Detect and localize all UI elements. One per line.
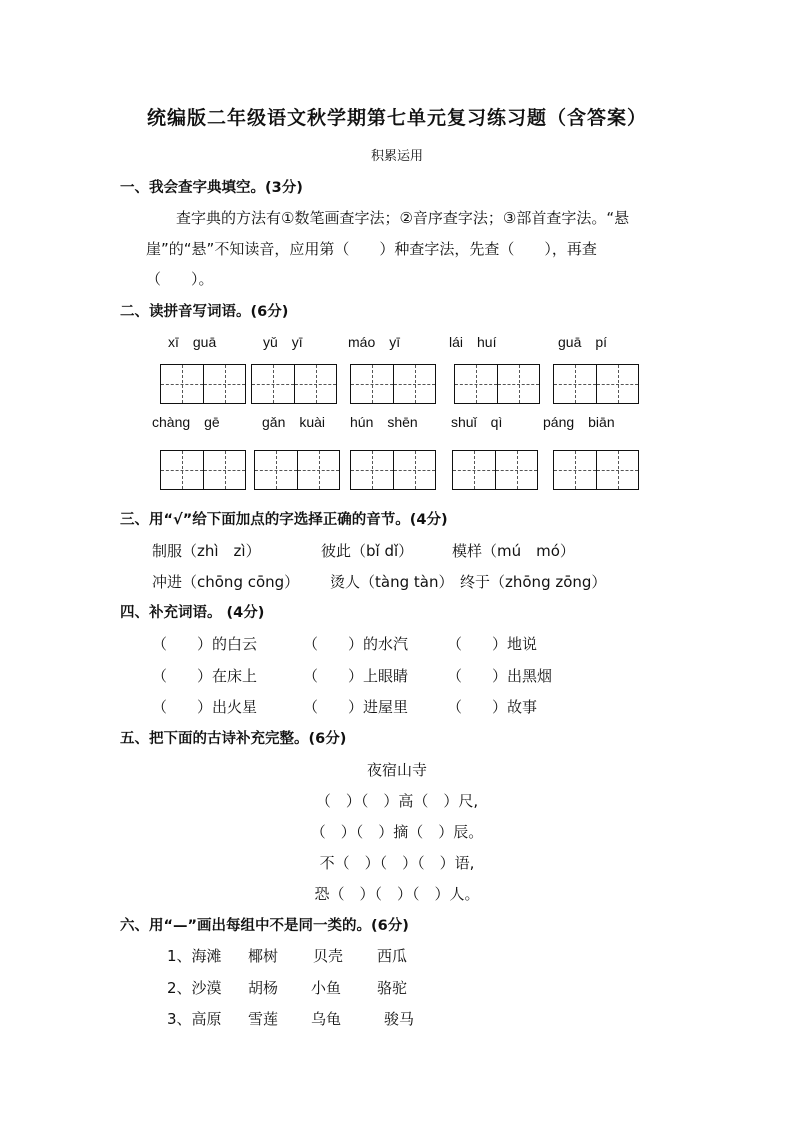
page-title: 统编版二年级语文秋学期第七单元复习练习题（含答案） [146,107,647,129]
fill-word-item: （ ）地说 [447,635,538,653]
group-word: 贝壳 [313,947,344,965]
fill-word-item: （ ）出火星 [152,698,258,716]
poem-line: （ ）（ ）摘（ ）辰。 [310,823,484,841]
section-2-heading: 二、读拼音写词语。(6分) [120,304,289,320]
section-1-heading: 一、我会查字典填空。(3分) [120,180,303,196]
pinyin-label: gǎn kuài [262,414,326,430]
writing-grid[interactable] [350,364,436,404]
fill-word-item: （ ）故事 [447,698,538,716]
group-word: 椰树 [248,947,279,965]
section-1-line-3: （ ）。 [146,270,214,288]
writing-grid[interactable] [452,450,538,490]
writing-grid[interactable] [254,450,340,490]
pinyin-label: páng biān [543,414,615,430]
fill-word-item: （ ）的水汽 [303,635,409,653]
fill-word-item: （ ）进屋里 [303,698,409,716]
pinyin-label: lái huí [449,334,497,350]
group-word: 胡杨 [248,979,279,997]
pinyin-label: xī guā [168,334,217,350]
fill-word-item: （ ）在床上 [152,667,258,685]
poem-title: 夜宿山寺 [366,761,427,779]
writing-grid[interactable] [553,450,639,490]
section-1-line-1: 查字典的方法有①数笔画查字法；②音序查字法；③部首查字法。“悬 [176,209,630,227]
poem-line: 不（ ）（ ）（ ）语, [319,854,475,872]
poem-line: 恐（ ）（ ）（ ）人。 [314,885,480,903]
fill-word-item: （ ）的白云 [152,635,258,653]
group-word: 乌龟 [311,1010,342,1028]
pinyin-label: shuǐ qì [451,414,503,430]
page-subtitle: 积累运用 [370,149,423,164]
pinyin-label: hún shēn [350,414,418,430]
writing-grid[interactable] [160,450,246,490]
writing-grid[interactable] [454,364,540,404]
pinyin-label: chàng gē [152,414,220,430]
pinyin-label: yǔ yī [263,334,303,350]
section-1-line-2: 崖”的“悬”不知读音，应用第（ ）种查字法，先查（ ），再查 [146,240,597,258]
group-word: 雪莲 [248,1010,279,1028]
writing-grid[interactable] [251,364,337,404]
pinyin-choice-item: 彼此（bǐ dǐ） [321,542,414,560]
group-word: 3、高原 [167,1010,222,1028]
group-word: 西瓜 [377,947,408,965]
pinyin-choice-item: 烫人（tàng tàn） [330,573,454,591]
group-word: 2、沙漠 [167,979,222,997]
fill-word-item: （ ）出黑烟 [447,667,553,685]
pinyin-choice-item: 终于（zhōng zōng） [460,573,607,591]
pinyin-label: guā pí [558,334,608,350]
section-5-heading: 五、把下面的古诗补充完整。(6分) [120,731,347,747]
group-word: 骏马 [384,1010,415,1028]
group-word: 小鱼 [311,979,342,997]
writing-grid[interactable] [160,364,246,404]
pinyin-choice-item: 模样（mú mó） [452,542,575,560]
pinyin-choice-item: 制服（zhì zì） [152,542,261,560]
writing-grid[interactable] [350,450,436,490]
fill-word-item: （ ）上眼睛 [303,667,409,685]
pinyin-choice-item: 冲进（chōng cōng） [152,573,300,591]
section-3-heading: 三、用“√”给下面加点的字选择正确的音节。(4分) [120,512,448,528]
group-word: 1、海滩 [167,947,222,965]
poem-line: （ ）（ ）高（ ）尺, [315,792,479,810]
writing-grid[interactable] [553,364,639,404]
section-6-heading: 六、用“—”画出每组中不是同一类的。(6分) [120,918,409,934]
group-word: 骆驼 [377,979,408,997]
section-4-heading: 四、补充词语。 (4分) [120,605,265,621]
pinyin-label: máo yī [348,334,401,350]
